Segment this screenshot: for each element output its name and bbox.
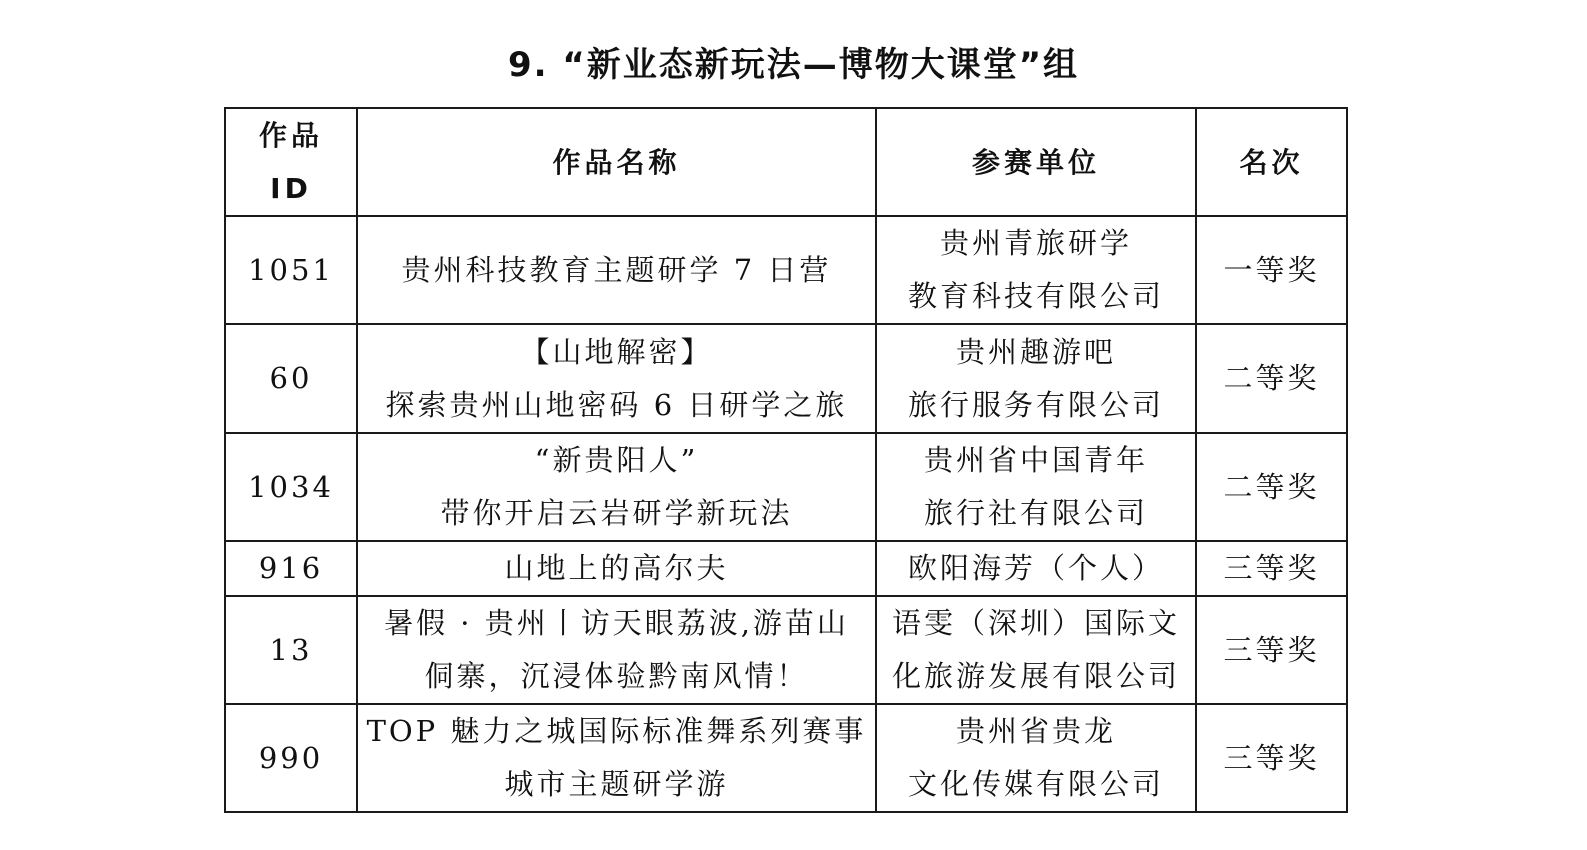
entrant-unit-line: 贵州青旅研学 <box>939 226 1132 260</box>
entrant-unit-line: 化旅游发展有限公司 <box>891 659 1180 693</box>
rank-cell: 三等奖 <box>1196 704 1347 812</box>
work-name-line: 侗寨，沉浸体验黔南风情！ <box>424 659 809 693</box>
work-name-line: 【山地解密】 <box>520 334 713 369</box>
entrant-unit-line: 旅行服务有限公司 <box>907 387 1164 422</box>
work-name-line: 山地上的高尔夫 <box>504 551 729 585</box>
header-work-name: 作品名称 <box>357 108 876 216</box>
entrant-unit-line: 语雯（深圳）国际文 <box>891 606 1180 640</box>
work-name-line: 带你开启云岩研学新玩法 <box>440 496 793 530</box>
table-row <box>225 596 1347 704</box>
header-rank: 名次 <box>1196 108 1347 216</box>
table-row <box>225 433 1347 541</box>
table-row <box>225 704 1347 812</box>
work-name-cell <box>357 704 876 812</box>
entrant-unit-line: 文化传媒有限公司 <box>907 767 1164 801</box>
entrant-unit-cell <box>876 596 1196 704</box>
work-id-cell: 1034 <box>225 433 357 541</box>
work-name-cell <box>357 541 876 596</box>
work-name-line: “新贵阳人” <box>534 443 699 477</box>
table-row <box>225 324 1347 433</box>
awards-table <box>224 107 1348 813</box>
work-name-cell <box>357 433 876 541</box>
work-name-line: TOP 魅力之城国际标准舞系列赛事 <box>366 714 867 748</box>
table-row <box>225 541 1347 596</box>
entrant-unit-line: 欧阳海芳（个人） <box>907 551 1164 585</box>
entrant-unit-line: 贵州趣游吧 <box>955 334 1116 369</box>
table-header-row <box>225 108 1347 216</box>
entrant-unit-cell <box>876 216 1196 324</box>
entrant-unit-cell <box>876 324 1196 433</box>
work-name-line: 探索贵州山地密码 6 日研学之旅 <box>385 387 848 422</box>
rank-cell: 三等奖 <box>1196 596 1347 704</box>
work-name-line: 贵州科技教育主题研学 7 日营 <box>401 252 832 287</box>
rank-cell: 二等奖 <box>1196 433 1347 541</box>
header-work-id-line: ID <box>270 172 312 205</box>
work-name-cell <box>357 596 876 704</box>
rank-cell: 二等奖 <box>1196 324 1347 433</box>
work-id-cell: 13 <box>225 596 357 704</box>
work-name-line: 暑假 · 贵州丨访天眼荔波,游苗山 <box>384 606 849 640</box>
entrant-unit-cell <box>876 433 1196 541</box>
entrant-unit-line: 旅行社有限公司 <box>923 496 1148 530</box>
work-id-cell: 990 <box>225 704 357 812</box>
work-name-cell <box>357 216 876 324</box>
work-name-line: 城市主题研学游 <box>504 767 729 801</box>
page-title: 9. “新业态新玩法—博物大课堂”组 <box>507 45 1080 85</box>
header-work-id-line: 作品 <box>258 119 323 152</box>
entrant-unit-line: 贵州省贵龙 <box>955 714 1116 748</box>
entrant-unit-cell <box>876 541 1196 596</box>
entrant-unit-cell <box>876 704 1196 812</box>
rank-cell: 一等奖 <box>1196 216 1347 324</box>
entrant-unit-line: 贵州省中国青年 <box>923 443 1148 477</box>
rank-cell: 三等奖 <box>1196 541 1347 596</box>
entrant-unit-line: 教育科技有限公司 <box>907 279 1164 313</box>
table-row <box>225 216 1347 324</box>
work-id-cell: 60 <box>225 324 357 433</box>
header-entrant-unit: 参赛单位 <box>876 108 1196 216</box>
work-name-cell <box>357 324 876 433</box>
header-work-id <box>225 108 357 216</box>
work-id-cell: 916 <box>225 541 357 596</box>
work-id-cell: 1051 <box>225 216 357 324</box>
